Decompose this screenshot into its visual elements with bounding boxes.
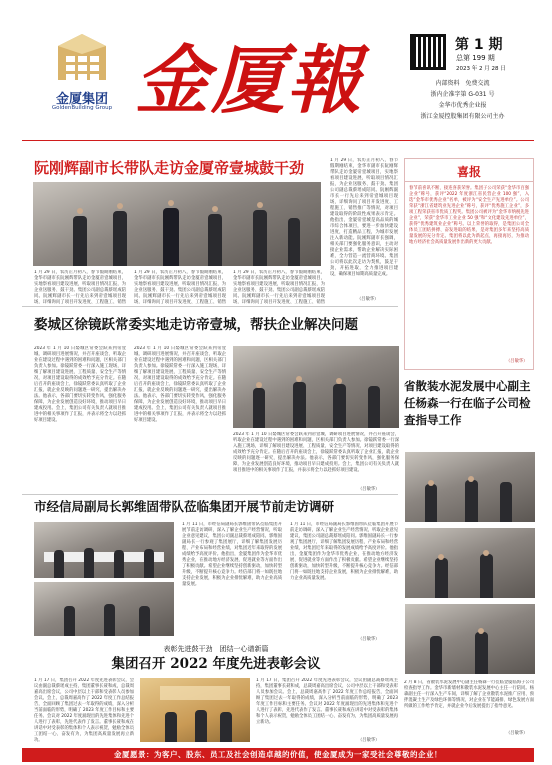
vision-statement: 金厦愿景：为客户、股东、员工及社会创造卓越的价值，使金厦成为一家受社会尊敬的企业！ <box>114 750 442 759</box>
congrats-box <box>404 158 534 370</box>
masthead <box>0 0 552 142</box>
article-1-body-right: 1 月 29 日，农历正月初八，春节假期刚结束，金华市副市长阮刚辉带队走访金厦帝壹城项目，实地察看项目建设进展，听取项目情况汇报，为企业送服务、鼓干劲。集团公司副总裁蔡瑶成陪同。阮刚辉副市长一行先后来到帝壹城项目现场，详细询问了项目开发进度、工程施工、销售推广等情况，对项目建设取得的阶段性成果表示肯定。他指出，金厦帝壹城是高品质的城市综合体项目，要进一步加快建设进度，打造精品工程，为城市发展注入新动能。阮刚辉副市长强调，相关部门要强化服务意识，主动对接企业需求，帮助企业解决实际困难，全力营造一流营商环境。集团公司将以此次走访为契机，鼓足干劲，开拓进取，全力推进项目建设，确保项目如期高质量完成。 <box>330 158 398 277</box>
article-5-title: 省散装水泥发展中心副主任杨森一行在临子公司检查指导工作 <box>404 379 531 427</box>
article-1-title: 阮刚辉副市长带队走访金厦帝壹城鼓干劲 <box>34 159 305 177</box>
meta-line: 浙江金厦控股集团有限公司主办 <box>420 113 505 120</box>
article-1-author: （吕敏华） <box>357 297 379 302</box>
divider <box>22 306 398 307</box>
article-2-body-col2: 2023 年 1 月 10 日婺城区常委会跃来到帝壹城，调研项目进展情况，并召开座谈会，听取企业在建设过程中遇到的困难和问题，区相关部门负责人参加。徐镜跃常委一行深入施工现场，详细了解项目建设进展、工程质量、安全生产等情况，对项目建设取得的成效给予充分肯定。在随后召开的座谈会上，徐镜跃常委认真听取了企业汇报，就企业反映的问题逐一研究，提出解决办法。他表示，各部门要切实转变作风，强化服务保障，为企业发展创造良好环境，推动项目早日建成投用。会上，集团公司有关负责人就项目推进中的相关事项作了汇报，并表示将全力以赴抓好项目建设。 <box>134 346 226 423</box>
article-5-photo-2 <box>405 528 535 598</box>
issue-number: 第 1 期 <box>455 37 503 53</box>
meta-line: 浙内企准字第 G-031 号 <box>430 91 495 98</box>
masthead-meta <box>395 78 530 122</box>
article-1-body-col1: 1 月 29 日，农历正月初八，春节假期刚结束，金华市副市长阮刚辉带队走访金厦帝壹城项目，实地察看项目建设进展，听取项目情况汇报，为企业送服务、鼓干劲。集团公司副总裁蔡瑶成陪同。阮刚辉副市长一行先后来到帝壹城项目现场，详细询问了项目开发进度、工程施工、销售 <box>34 270 126 304</box>
article-3-photo-2 <box>34 582 174 636</box>
footer-bar <box>22 748 534 762</box>
article-4-body-col2: 1 月 17 日，集团召开 2022 年度先进表彰会议，会议由副总裁蔡瑶成主持，集团董事长聂和成，总裁周嘉高出席会议，公司中层以上干部和受表彰人员参加会议。会上，总裁周嘉高作了 2022 年度工作总结报告，全面回顾了集团过去一年取得的成绩，深入分析当前面临的形势，明确了 2023 年度工作目标和主要任务。会议对 2022 年度涌现出的先进集体和先进个人进行了表彰，先进代表作了发言。董事长聂和成在讲话中对受表彰的集体和个人表示祝贺，勉励全体员工团结一心、奋发有为，为集团高质量发展再立新功。 <box>256 678 398 725</box>
article-3-photo-1 <box>34 522 174 578</box>
meta-line: 内部资料 免费交流 <box>435 80 490 87</box>
article-3-body-col1: 1 月 11 日，市经信局副局长郭维固带队莅临集团开展节前走访调研，深入了解企业生产经营情况，听取企业意见建议，集团公司副总裁蔡瑶成陪同。郭维固副局长一行参观了集团展厅，详细了解集团发展历程、产业布局和经营业绩，对集团近年来取得的发展成绩给予高度评价。他指出，金厦集团作为金华市优秀企业，在推动地方经济发展、促进就业等方面作出了积极贡献。希望企业继续坚持创新驱动，加快转型升级，不断提升核心竞争力。经信部门将一如既往地支持企业发展，积极为企业排忧解难，助力企业高质量发展。 <box>182 522 282 587</box>
article-4-title: 集团召开 2022 年度先进表彰会议 <box>111 656 321 672</box>
article-4-photo <box>140 678 250 742</box>
article-1-photo <box>33 182 321 266</box>
article-2-title: 婺城区徐镜跃常委实地走访帝壹城，帮扶企业解决问题 <box>34 317 358 333</box>
congrats-header: 喜报 <box>405 163 533 182</box>
article-3-author: （吕敏华） <box>358 637 380 642</box>
logo-cn: 金厦集团 <box>55 92 108 107</box>
building-logo-icon <box>44 30 120 86</box>
article-5-photo-3 <box>405 604 535 674</box>
article-2-photo <box>233 346 399 428</box>
article-2-body-col3: 2023 年 1 月 10 日婺城区常委会跃来到帝壹城，调研项目进展情况，并召开座谈会，听取企业在建设过程中遇到的困难和问题，区相关部门负责人参加。徐镜跃常委一行深入施工现场，详细了解项目建设进展、工程质量、安全生产等情况，对项目建设取得的成效给予充分肯定。在随后召开的座谈会上，徐镜跃常委认真听取了企业汇报，就企业反映的问题逐一研究，提出解决办法。他表示，各部门要切实转变作风，强化服务保障，为企业发展创造良好环境，推动项目早日建成投用。会上，集团公司有关负责人就项目推进中的相关事项作了汇报，并表示将全力以赴抓好项目建设。 <box>233 432 399 473</box>
paper-title: 金厦報 <box>135 38 363 124</box>
article-4-body-col1: 1 月 17 日，集团召开 2022 年度先进表彰会议，会议由副总裁蔡瑶成主持，集团董事长聂和成，总裁周嘉高出席会议，公司中层以上干部和受表彰人员参加会议。会上，总裁周嘉高作了 2022 年度工作总结报告，全面回顾了集团过去一年取得的成绩，深入分析当前面临的形势，明确了 2023 年度工作目标和主要任务。会议对 2022 年度涌现出的先进集体和先进个人进行了表彰，先进代表作了发言。董事长聂和成在讲话中对受表彰的集体和个人表示祝贺，勉励全体员工团结一心、奋发有为，为集团高质量发展再立新功。 <box>34 678 134 742</box>
issue-date: 2023 年 2 月 28 日 <box>456 66 506 72</box>
meta-line: 金华市优秀企业报 <box>438 102 487 109</box>
qr-code-icon <box>410 34 446 70</box>
article-5-body: 2 月 8 日，省散装水泥发展中心副主任杨森一行莅临金厦临海子公司检查指导工作。金华市新墙材和散装水泥发展中心主任一行陪同。杨森副主任一行深入生产车间，详细了解了企业散装水泥推广应用、预拌混凝土生产及绿色环保等情况，对企业在节能减排、绿色发展方面所做的工作给予肯定，并就企业今后发展提出了指导意见。 <box>404 680 534 709</box>
article-5-photo-1 <box>405 452 535 522</box>
group-logo <box>44 30 120 90</box>
total-number: 总第 199 期 <box>456 54 495 62</box>
article-4-author: （吕敏华） <box>358 738 380 743</box>
congrats-author: （吕敏华） <box>506 359 528 364</box>
article-1-body-right2: 1 月 29 日，农历正月初八，春节假期刚结束，金华市副市长阮刚辉带队走访金厦帝壹城项目，实地察看项目建设进展，听取项目情况汇报，为企业送服务、鼓干劲。集团公司副总裁蔡瑶成陪同。阮刚辉副市长一行先后来到帝壹城项目现场，详细询问了项目开发进度、工程施工、销售 <box>233 270 325 304</box>
article-3-title: 市经信局副局长郭维固带队莅临集团开展节前走访调研 <box>34 499 335 514</box>
article-3-body-col2: 1 月 11 日，市经信局副局长郭维固带队莅临集团开展节前走访调研，深入了解企业生产经营情况，听取企业意见建议，集团公司副总裁蔡瑶成陪同。郭维固副局长一行参观了集团展厅，详细了解集团发展历程、产业布局和经营业绩，对集团近年来取得的发展成绩给予高度评价。他指出，金厦集团作为金华市优秀企业，在推动地方经济发展、促进就业等方面作出了积极贡献。希望企业继续坚持创新驱动，加快转型升级，不断提升核心竞争力。经信部门将一如既往地支持企业发展，积极为企业排忧解难，助力企业高质量发展。 <box>290 522 398 581</box>
article-1-body-col2: 1 月 29 日，农历正月初八，春节假期刚结束，金华市副市长阮刚辉带队走访金厦帝壹城项目，实地察看项目建设进展，听取项目情况汇报，为企业送服务、鼓干劲。集团公司副总裁蔡瑶成陪同。阮刚辉副市长一行先后来到帝壹城项目现场，详细询问了项目开发进度、工程施工、销售 <box>134 270 226 304</box>
article-2-body-col1: 2023 年 1 月 10 日婺城区常委会跃来到帝壹城，调研项目进展情况，并召开座谈会，听取企业在建设过程中遇到的困难和问题，区相关部门负责人参加。徐镜跃常委一行深入施工现场，详细了解项目建设进展、工程质量、安全生产等情况，对项目建设取得的成效给予充分肯定。在随后召开的座谈会上，徐镜跃常委认真听取了企业汇报，就企业反映的问题逐一研究，提出解决办法。他表示，各部门要切实转变作风，强化服务保障，为企业发展创造良好环境，推动项目早日建成投用。会上，集团公司有关负责人就项目推进中的相关事项作了汇报，并表示将全力以赴抓好项目建设。 <box>34 346 126 423</box>
masthead-divider <box>22 140 534 141</box>
divider <box>22 494 398 495</box>
congrats-body: 春节前喜讯不断，接连喜获荣誉。集团子公司荣获“金华市百强企业”称号，获评“2022 年度浙江省民营企业 100 强”，入选“金华市优秀企业”名单，被评为“安全生产先进单位”。公司荣获“浙江省建筑业先进企业”称号，获评“优秀施工企业”，多项工程荣获省市优质工程奖。集团公司被评为“金华市纳税先进企业”，荣获“金华市工业企业 50 强”和“文化建设先进单位”，获得“优秀建筑业企业”称号。以上荣誉的取得，是集团公司全体员工团结拼搏、奋发进取的结果，是对集团多年来坚持高质量发展的充分肯定。集团将以此为新起点，再接再厉，为推动地方经济社会高质量发展作出新的更大贡献。 <box>409 186 529 245</box>
article-5-author: （吕敏华） <box>506 731 528 736</box>
article-2-author: （吕敏华） <box>358 487 380 492</box>
logo-en: GoldenBuilding Group <box>51 105 113 111</box>
article-4-kicker: 表彰先进鼓干劲 团结一心谱新篇 <box>163 645 269 653</box>
